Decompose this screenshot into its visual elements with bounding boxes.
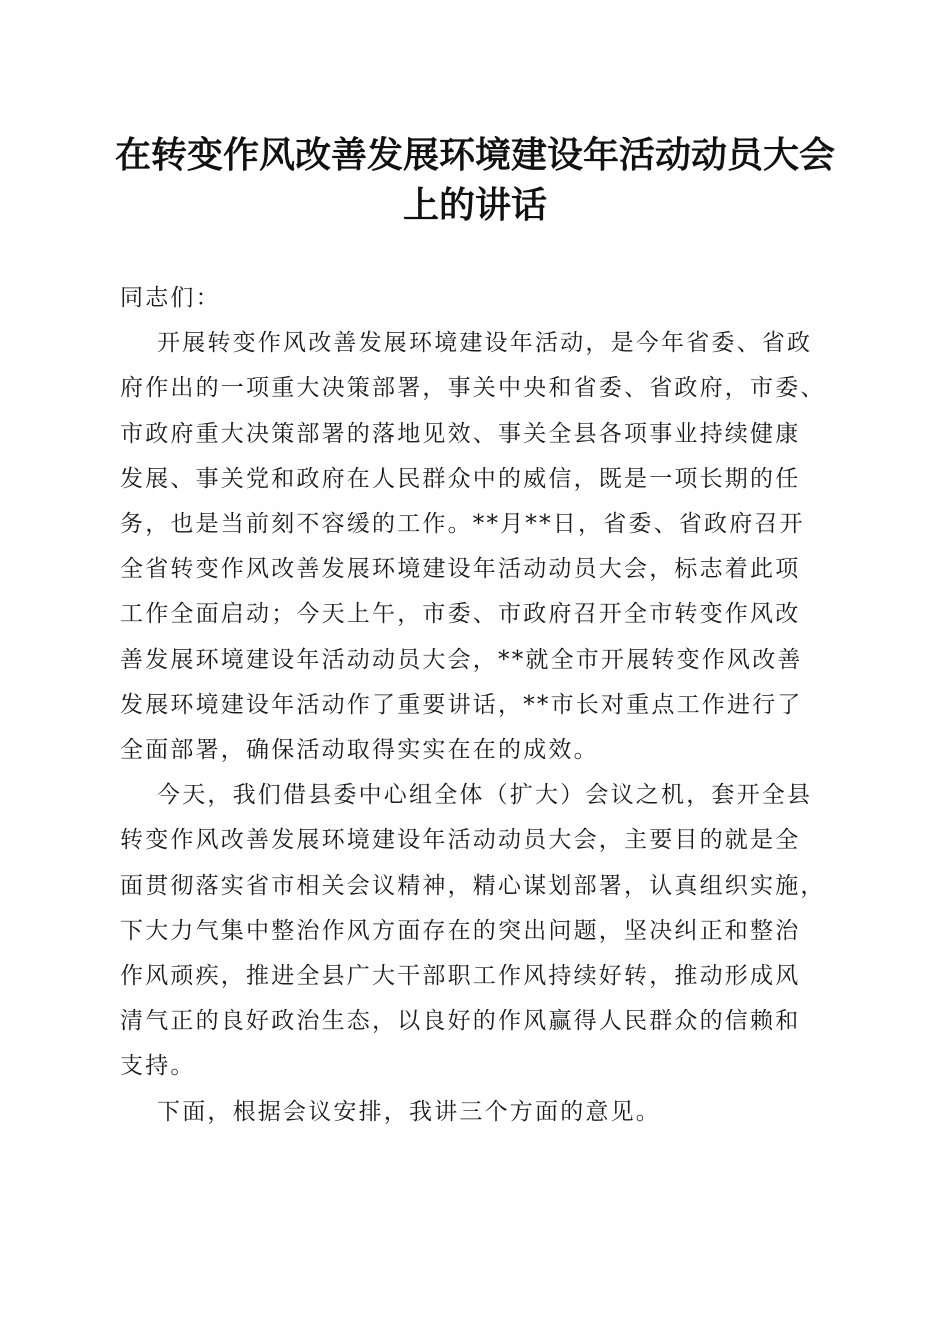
paragraph-line: 府作出的一项重大决策部署，事关中央和省委、省政府，市委、 [120, 375, 826, 402]
paragraph-line: 务，也是当前刻不容缓的工作。**月**日，省委、省政府召开 [120, 511, 805, 538]
paragraph-line: 转变作风改善发展环境建设年活动动员大会，主要目的就是全 [120, 827, 801, 854]
document-title [100, 130, 850, 230]
paragraph-line: 发展、事关党和政府在人民群众中的威信，既是一项长期的任 [120, 465, 801, 492]
paragraph-line: 面贯彻落实省市相关会议精神，精心谋划部署，认真组织实施， [120, 872, 826, 899]
paragraph-line: 发展环境建设年活动作了重要讲话，**市长对重点工作进行了 [120, 691, 803, 718]
paragraph-line: 下面，根据会议安排，我讲三个方面的意见。 [157, 1098, 661, 1125]
paragraph-line: 下大力气集中整治作风方面存在的突出问题，坚决纠正和整治 [120, 917, 801, 944]
paragraph-line: 工作全面启动；今天上午，市委、市政府召开全市转变作风改 [120, 601, 801, 628]
paragraph-line: 开展转变作风改善发展环境建设年活动，是今年省委、省政 [157, 330, 813, 357]
paragraph-line: 作风顽疾，推进全县广大干部职工作风持续好转，推动形成风 [120, 963, 801, 990]
paragraph-line: 全省转变作风改善发展环境建设年活动动员大会，标志着此项 [120, 556, 801, 583]
paragraph-line: 善发展环境建设年活动动员大会，**就全市开展转变作风改善 [120, 646, 803, 673]
paragraph-3 [120, 1090, 830, 1135]
paragraph-line: 今天，我们借县委中心组全体（扩大）会议之机，套开全县 [157, 782, 813, 809]
document-body [120, 276, 830, 1135]
paragraph-2 [120, 773, 830, 1089]
paragraph-line: 全面部署，确保活动取得实实在在的成效。 [120, 737, 599, 764]
paragraph-line: 清气正的良好政治生态，以良好的作风赢得人民群众的信赖和 [120, 1008, 801, 1035]
paragraph-line: 市政府重大决策部署的落地见效、事关全县各项事业持续健康 [120, 420, 801, 447]
paragraph-1 [120, 321, 830, 773]
title-line: 在转变作风改善发展环境建设年活动动员大会 [114, 134, 835, 176]
title-line: 上的讲话 [402, 184, 547, 226]
salutation: 同志们： [120, 285, 221, 311]
paragraph-line: 支持。 [120, 1053, 196, 1080]
